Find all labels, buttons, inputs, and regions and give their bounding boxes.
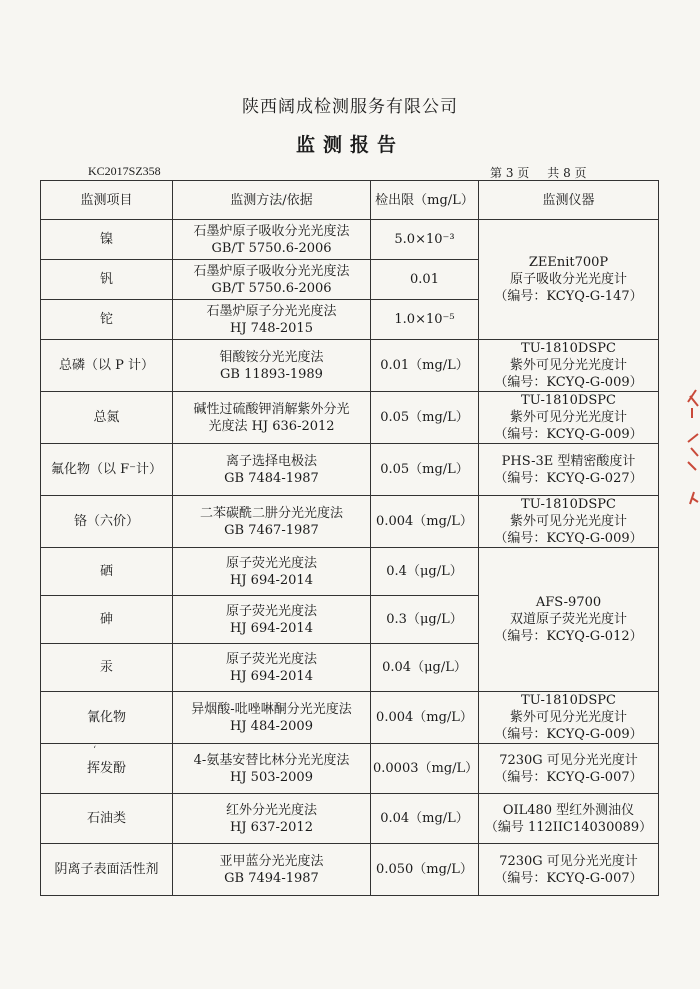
method-cell (173, 644, 371, 692)
table-row (41, 392, 659, 444)
method-standard: 光度法 HJ 636-2012 (208, 418, 335, 434)
item-cell: 铬（六价） (41, 496, 173, 548)
instrument-line: 紫外可见分光光度计 (509, 710, 627, 725)
method-name: 石墨炉原子分光光度法 (206, 303, 337, 319)
method-name: 原子荧光光度法 (225, 603, 317, 619)
item-cell: 铊 (41, 300, 173, 340)
method-cell (173, 794, 371, 844)
instrument-line: TU-1810DSPC (521, 497, 616, 512)
method-cell (173, 220, 371, 260)
instrument-cell (479, 496, 659, 548)
instrument-cell (479, 220, 659, 340)
report-title: 监测报告 (295, 134, 404, 156)
report-number: KC2017SZ358 (88, 164, 161, 178)
instrument-line: 原子吸收分光光度计 (509, 272, 627, 287)
table-row (41, 844, 659, 896)
method-standard: GB/T 5750.6-2006 (211, 240, 332, 256)
instrument-line: AFS-9700 (535, 595, 602, 610)
table-row (41, 340, 659, 392)
method-cell (173, 444, 371, 496)
method-name: 原子荧光光度法 (225, 555, 317, 571)
limit-cell: 1.0×10⁻⁵ (371, 300, 479, 340)
method-standard: GB 11893-1989 (220, 366, 323, 382)
method-standard: HJ 484-2009 (230, 718, 313, 734)
method-cell (173, 340, 371, 392)
method-cell (173, 260, 371, 300)
table-row (41, 548, 659, 596)
instrument-line: 紫外可见分光光度计 (509, 358, 627, 373)
instrument-cell (479, 692, 659, 744)
instrument-line: （编号：KCYQ-G-009） (494, 427, 643, 442)
item-cell: 钒 (41, 260, 173, 300)
limit-cell: 0.3（μg/L） (371, 596, 479, 644)
item-cell: 硒 (41, 548, 173, 596)
page-number: 第 3 页 (490, 166, 530, 180)
limit-cell: 0.050（mg/L） (371, 844, 479, 896)
method-name: 原子荧光光度法 (225, 651, 317, 667)
method-cell (173, 300, 371, 340)
instrument-cell (479, 548, 659, 692)
method-standard: HJ 637-2012 (230, 819, 313, 835)
instrument-line: 7230G 可见分光光度计 (499, 853, 638, 869)
method-standard: HJ 694-2014 (230, 668, 313, 684)
header-item: 监测项目 (41, 181, 173, 220)
instrument-line: （编号 112IIC14030089） (484, 819, 653, 835)
method-cell (173, 596, 371, 644)
item-cell: 总磷（以 P 计） (41, 340, 173, 392)
instrument-line: TU-1810DSPC (521, 341, 616, 356)
header-instrument: 监测仪器 (479, 181, 659, 220)
method-cell (173, 844, 371, 896)
instrument-cell (479, 744, 659, 794)
company-name: 陕西阔成检测服务有限公司 (242, 97, 458, 117)
instrument-line: 双道原子荧光光度计 (509, 612, 627, 627)
instrument-cell (479, 444, 659, 496)
instrument-line: 紫外可见分光光度计 (509, 514, 627, 529)
item-cell: 汞 (41, 644, 173, 692)
method-cell (173, 548, 371, 596)
item-cell: 氟化物（以 F⁻计） (41, 444, 173, 496)
item-cell: 总氮 (41, 392, 173, 444)
table-header-row (41, 181, 659, 220)
monitoring-table (40, 180, 659, 896)
item-cell: 阴离子表面活性剂 (41, 844, 173, 896)
method-name: 石墨炉原子吸收分光光度法 (193, 263, 350, 279)
item-cell: 石油类 (41, 794, 173, 844)
instrument-line: （编号：KCYQ-G-012） (494, 629, 643, 644)
method-cell (173, 692, 371, 744)
item-cell: 氰化物 (41, 692, 173, 744)
instrument-cell (479, 340, 659, 392)
method-standard: HJ 694-2014 (230, 620, 313, 636)
instrument-line: TU-1810DSPC (521, 393, 616, 408)
method-standard: GB 7467-1987 (224, 522, 319, 538)
instrument-cell (479, 392, 659, 444)
method-name: 异烟酸-吡唑啉酮分光光度法 (191, 701, 352, 717)
method-name: 二苯碳酰二肼分光光度法 (199, 505, 343, 521)
instrument-line: PHS-3E 型精密酸度计 (501, 453, 636, 469)
method-name: 碱性过硫酸钾消解紫外分光 (193, 401, 350, 417)
table-row (41, 220, 659, 260)
red-seal-edge (682, 372, 700, 522)
limit-cell: 0.0003（mg/L） (371, 744, 479, 794)
table-body (41, 220, 659, 896)
table-row (41, 794, 659, 844)
method-name: 4-氨基安替比林分光光度法 (193, 752, 350, 768)
page-total: 共 8 页 (547, 166, 587, 180)
scan-mark: ‘ (93, 745, 97, 756)
method-standard: HJ 694-2014 (230, 572, 313, 588)
method-cell (173, 392, 371, 444)
method-cell (173, 744, 371, 794)
method-cell (173, 496, 371, 548)
method-standard: GB 7494-1987 (224, 870, 319, 886)
table-row (41, 496, 659, 548)
table-row (41, 744, 659, 794)
method-name: 亚甲蓝分光光度法 (219, 853, 324, 869)
limit-cell: 0.04（μg/L） (371, 644, 479, 692)
method-name: 红外分光光度法 (225, 802, 317, 818)
page-indicator (490, 164, 605, 181)
limit-cell: 0.04（mg/L） (371, 794, 479, 844)
instrument-line: 紫外可见分光光度计 (509, 410, 627, 425)
instrument-line: （编号：KCYQ-G-009） (494, 727, 643, 742)
limit-cell: 0.05（mg/L） (371, 392, 479, 444)
instrument-line: （编号：KCYQ-G-147） (494, 289, 643, 304)
item-cell: 镍 (41, 220, 173, 260)
item-cell: 挥发酚 (41, 744, 173, 794)
method-standard: HJ 503-2009 (230, 769, 313, 785)
limit-cell: 0.004（mg/L） (371, 692, 479, 744)
header-method: 监测方法/依据 (173, 181, 371, 220)
method-standard: GB 7484-1987 (224, 470, 319, 486)
limit-cell: 0.05（mg/L） (371, 444, 479, 496)
seal-icon (682, 372, 700, 522)
method-name: 离子选择电极法 (225, 453, 317, 469)
limit-cell: 0.01（mg/L） (371, 340, 479, 392)
item-cell: 砷 (41, 596, 173, 644)
limit-cell: 0.01 (371, 260, 479, 300)
table-row (41, 692, 659, 744)
method-name: 钼酸铵分光光度法 (219, 349, 324, 365)
instrument-line: OIL480 型红外测油仪 (502, 802, 635, 818)
limit-cell: 5.0×10⁻³ (371, 220, 479, 260)
instrument-line: （编号：KCYQ-G-009） (494, 375, 643, 390)
instrument-line: ZEEnit700P (528, 255, 609, 270)
instrument-cell (479, 844, 659, 896)
instrument-line: （编号：KCYQ-G-027） (494, 470, 643, 486)
instrument-line: TU-1810DSPC (521, 693, 616, 708)
instrument-cell (479, 794, 659, 844)
method-name: 石墨炉原子吸收分光光度法 (193, 223, 350, 239)
instrument-line: （编号：KCYQ-G-009） (494, 531, 643, 546)
header-limit: 检出限（mg/L） (371, 181, 479, 220)
limit-cell: 0.004（mg/L） (371, 496, 479, 548)
table-row (41, 444, 659, 496)
method-standard: GB/T 5750.6-2006 (211, 280, 332, 296)
instrument-line: 7230G 可见分光光度计 (499, 752, 638, 768)
instrument-line: （编号：KCYQ-G-007） (494, 870, 643, 886)
instrument-line: （编号：KCYQ-G-007） (494, 769, 643, 785)
limit-cell: 0.4（μg/L） (371, 548, 479, 596)
method-standard: HJ 748-2015 (230, 320, 313, 336)
